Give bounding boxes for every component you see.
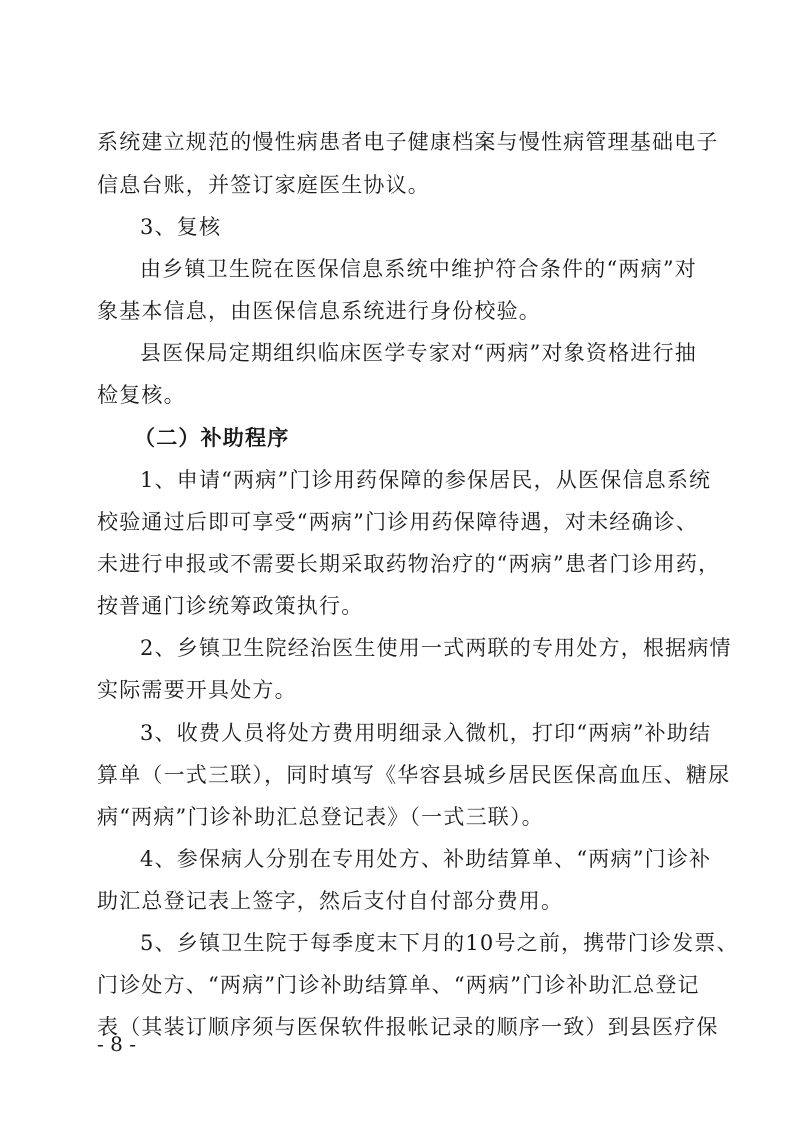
body-line: 校验通过后即可享受“两病”门诊用药保障待遇，对未经确诊、 [97,510,699,534]
body-line: 系统建立规范的慢性病患者电子健康档案与慢性病管理基础电子 [97,130,719,154]
body-line: 助汇总登记表上签字，然后支付自付部分费用。 [97,889,564,913]
body-line: 门诊处方、“两病”门诊补助结算单、“两病”门诊补助汇总登记 [97,973,700,997]
body-line: 未进行申报或不需要长期采取药物治疗的“两病”患者门诊用药， [97,552,721,576]
body-line: 病“两病”门诊补助汇总登记表》（一式三联）。 [97,805,544,829]
body-line: 1、申请“两病”门诊用药保障的参保居民，从医保信息系统 [140,468,712,492]
page-number: - 8 - [97,1032,136,1056]
body-line: 实际需要开具处方。 [97,678,297,702]
section-heading: （二）补助程序 [134,425,290,450]
body-line: 按普通门诊统筹政策执行。 [97,594,364,618]
body-line: 2、乡镇卫生院经治医生使用一式两联的专用处方，根据病情 [140,636,732,660]
body-line: 县医保局定期组织临床医学专家对“两病”对象资格进行抽 [140,341,697,365]
body-line: 信息台账，并签订家庭医生协议。 [97,173,430,197]
body-line: 象基本信息，由医保信息系统进行身份校验。 [97,299,541,323]
body-line: 由乡镇卫生院在医保信息系统中维护符合条件的“两病”对 [140,257,697,281]
body-line: 5、乡镇卫生院于每季度末下月的10号之前，携带门诊发票、 [140,931,739,955]
body-line: 表（其装订顺序须与医保软件报帐记录的顺序一致）到县医疗保 [97,1015,719,1039]
body-line: 4、参保病人分别在专用处方、补助结算单、“两病”门诊补 [140,847,712,871]
body-line: 检复核。 [97,383,186,407]
body-line: 3、收费人员将处方费用明细录入微机，打印“两病”补助结 [140,721,712,745]
body-line: 算单（一式三联），同时填写《华容县城乡居民医保高血压、糖尿 [97,763,731,787]
subheading-review: 3、复核 [140,215,222,239]
